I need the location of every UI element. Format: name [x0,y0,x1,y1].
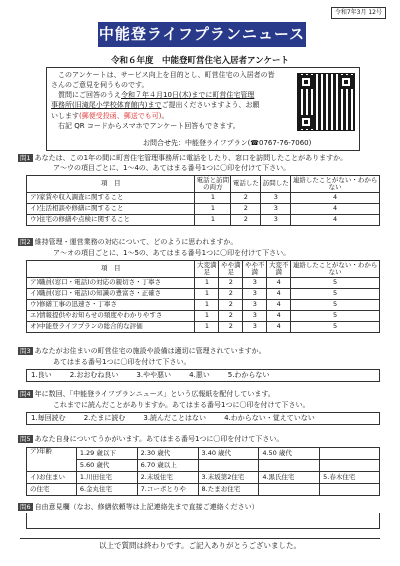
answer-cell[interactable]: 2 [219,311,243,322]
answer-cell[interactable]: 5 [291,289,380,300]
answer-cell[interactable]: 1 [195,311,219,322]
closing-text: 以上で質問は終わりです。ご記入ありがとうございました。 [99,541,301,550]
q1-table [26,175,380,226]
q1-text: 問1 あなたは、この1年の間に町営住宅管理事務所に電話をしたり、窓口を訪問したことがありますか。 [20,154,348,162]
answer-cell[interactable]: 4 [291,193,380,204]
q3-options [26,369,380,382]
q1-head: 電話した [231,176,261,193]
q2-hint: ア～オの項目ごとに、1～5の、あてはまる番号1つに〇印を付けて下さい。 [53,249,291,257]
option[interactable]: 5.春木住宅 [320,472,380,484]
answer-cell[interactable]: 5 [291,300,380,311]
mail-note: (郵便受投函、郵送でも可) [79,111,162,120]
q4-options [26,412,380,425]
option[interactable]: 2.30 歳代 [137,448,198,460]
intro-line: 質問にご回答のうえ令和７年４月10日(木)までに町営住宅管理 [58,91,255,100]
survey-subtitle: 令和６年度 中能登町営住宅入居者アンケート [111,56,289,66]
table-row: イ)生活相談や修繕に関すること 1 2 3 4 [27,204,380,215]
age-label: ア)年齢 [27,448,77,472]
option[interactable]: 4.50 歳代 [259,448,320,460]
answer-cell[interactable]: 3 [243,311,267,322]
answer-cell[interactable]: 4 [267,289,291,300]
answer-cell[interactable]: 1 [195,300,219,311]
answer-cell[interactable]: 3 [243,289,267,300]
answer-cell[interactable]: 1 [195,204,231,215]
answer-cell[interactable]: 5 [291,322,380,333]
q2-head: 項 目 [27,261,195,278]
q2-head: 大変不満 [267,261,291,278]
table-row: オ)中能登ライフプランの総合的な評価 1 2 3 4 5 [27,322,380,333]
answer-cell[interactable]: 2 [219,289,243,300]
q3-text: 問3 あなたがお住まいの町営住宅の施設や設備は適切に管理されていますか。 [20,347,266,355]
answer-cell[interactable]: 1 [195,193,231,204]
intro-box [46,67,360,151]
table-row: ア)職員(窓口・電話)の対応の親切さ・丁寧さ 1 2 3 4 5 [27,278,380,289]
option[interactable]: 2.たまに読む [83,414,126,423]
q2-text: 問2 維持管理・運営業務の対応について、どのように思われますか。 [20,238,238,246]
divider [20,538,380,539]
intro-line: 右記 QR コードからスマホでアンケート回答もできます。 [58,121,240,130]
deadline-text: 令和７年４月10日(木)までに町営住宅管理 [121,91,255,100]
q3-hint: あてはまる番号1つに〇印を付けて下さい。 [53,358,191,366]
option[interactable]: 3.読んだことはない [143,414,207,423]
option[interactable]: 6.金丸住宅 [76,484,137,496]
table-row: エ)情報提供やお知らせの頻度やわかりやすさ 1 2 3 4 5 [27,311,380,322]
qr-finder-icon [339,75,353,89]
answer-cell[interactable]: 1 [195,278,219,289]
answer-cell[interactable]: 5 [291,311,380,322]
table-row: イ)職員(窓口・電話)の知識の豊富さ・正確さ 1 2 3 4 5 [27,289,380,300]
table-row: ア)家賃や収入調査に関すること 1 2 3 4 [27,193,380,204]
answer-cell[interactable]: 4 [267,311,291,322]
q5-table [26,447,380,496]
answer-cell[interactable]: 3 [243,322,267,333]
newsletter-title: 中能登ライフプランニュース [98,22,306,47]
q6-text: 問6 自由意見欄（なお、修繕依頼等は上記連絡先まで直接ご連絡ください） [20,503,259,511]
answer-cell[interactable]: 2 [219,278,243,289]
option[interactable]: 3.40 歳代 [198,448,259,460]
answer-cell[interactable]: 2 [231,215,261,226]
option[interactable]: 1.毎回読む [31,414,66,423]
option[interactable]: 3.やや悪い [136,371,172,380]
answer-cell[interactable]: 4 [267,278,291,289]
answer-cell[interactable]: 4 [267,300,291,311]
q5-text: 問5 あなた自身についてうかがいます。あてはまる番号1つに〇印を付けて下さい。 [20,435,284,443]
option[interactable]: 7.コーポとりや [137,484,198,496]
option[interactable]: 2.末坂住宅 [137,472,198,484]
option[interactable]: 1.川田住宅 [76,472,137,484]
q4-text: 問4 年に数回、「中能登ライフプランニュース」という広報紙を配付しています。 [20,390,275,398]
option[interactable]: 5.わからない [227,371,270,380]
q4-hint: これまでに読んだことがありますか。あてはまる番号1つに〇印を付けて下さい。 [53,401,310,409]
answer-cell[interactable]: 3 [261,204,291,215]
answer-cell[interactable]: 3 [243,278,267,289]
q2-head: 連絡したことがない・わからない [291,261,380,278]
home-label: の住宅 [27,484,77,496]
issue-label: 令和7年3月 12号 [331,7,386,19]
contact-info: お問合せ先：中能登ライフプラン(☎0767-76-7060) [143,139,312,148]
intro-line: 事務所(旧滝尾小学校体育館内)までご提出くださいますよう、お願 [51,101,260,110]
home-label: イ)お住まい [27,472,77,484]
option[interactable]: 1.良い [31,371,52,380]
answer-cell[interactable]: 2 [219,300,243,311]
table-row: ウ)修繕工事の迅速さ・丁寧さ 1 2 3 4 5 [27,300,380,311]
qr-finder-icon [299,75,313,89]
q2-head: やや不満 [243,261,267,278]
q1-hint: ア～ウの項目ごとに、1～4の、あてはまる番号1つに〇印を付けて下さい。 [53,164,291,172]
answer-cell[interactable]: 1 [195,215,231,226]
option[interactable]: 4.悪い [189,371,210,380]
q1-head: 訪問した [261,176,291,193]
answer-cell[interactable]: 3 [261,215,291,226]
qr-finder-icon [299,115,313,129]
free-comment-area[interactable] [26,513,380,529]
option[interactable]: 6.70 歳以上 [137,460,198,472]
intro-line: さんのご意見を伺うものです。 [51,81,149,90]
option[interactable]: 1.29 歳以下 [76,448,137,460]
q2-head: やや満足 [219,261,243,278]
q1-head: 項 目 [27,176,195,193]
answer-cell[interactable]: 1 [195,289,219,300]
answer-cell[interactable]: 4 [291,204,380,215]
answer-cell[interactable]: 3 [261,193,291,204]
option[interactable]: 3.末坂第2住宅 [198,472,259,484]
intro-line: このアンケートは、サービス向上を目的とし、町営住宅の入居者の皆 [58,71,275,79]
option[interactable]: 5.60 歳代 [76,460,137,472]
option[interactable]: 2.おおむね良い [69,371,119,380]
answer-cell[interactable]: 2 [219,322,243,333]
answer-cell[interactable]: 4 [291,215,380,226]
answer-cell[interactable]: 5 [291,278,380,289]
answer-cell[interactable]: 2 [231,204,261,215]
answer-cell[interactable]: 2 [231,193,261,204]
qr-code[interactable] [297,73,355,131]
option[interactable]: 4.わからない・覚えていない [224,414,315,423]
option[interactable]: 4.黒氏住宅 [259,472,320,484]
q2-head: 大変満足 [195,261,219,278]
answer-cell[interactable]: 3 [243,300,267,311]
q1-head: 連絡したことがない・わからない [291,176,380,193]
intro-line: いします(郵便受投函、郵送でも可)。 [51,111,169,120]
table-row: ウ)住宅の修繕や点検に関すること 1 2 3 4 [27,215,380,226]
answer-cell[interactable]: 4 [267,322,291,333]
q1-head: 電話と訪問の両方 [196,175,230,191]
option[interactable]: 8.たまお住宅 [198,484,259,496]
answer-cell[interactable]: 1 [195,322,219,333]
q2-table [26,260,380,333]
